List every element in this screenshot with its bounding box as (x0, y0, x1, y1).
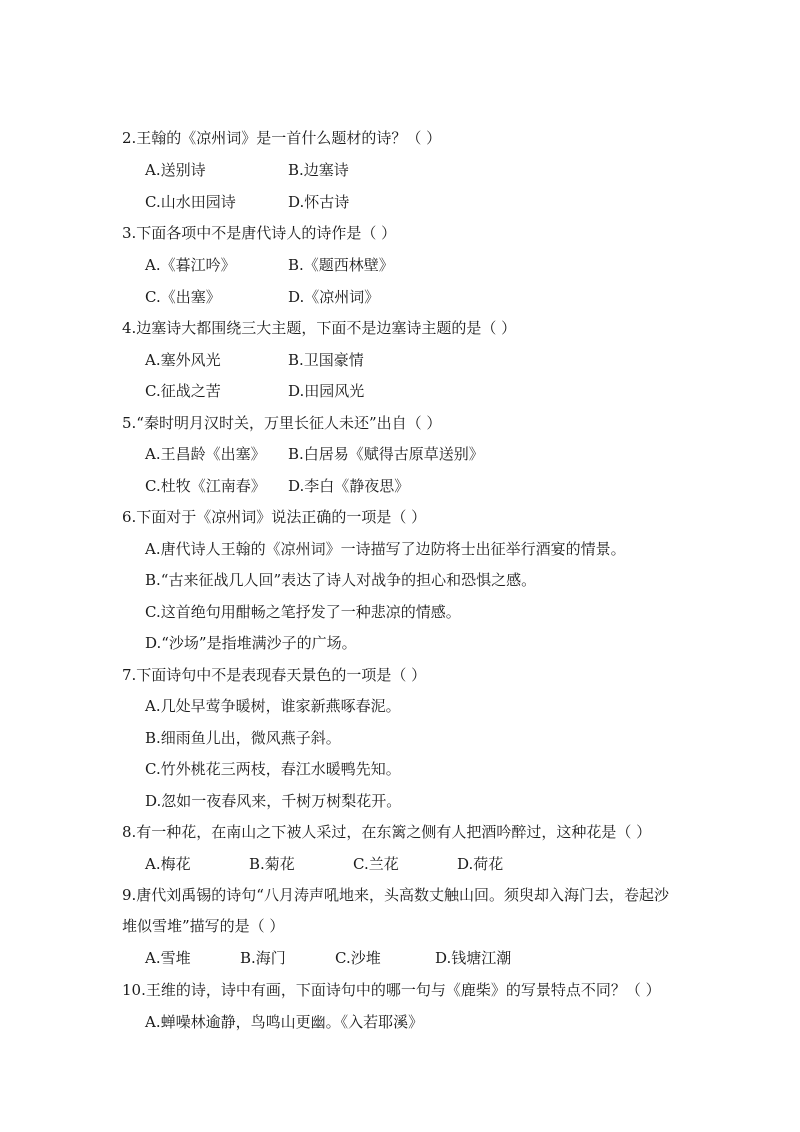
question-7-option-b: B.细雨鱼儿出，微风燕子斜。 (145, 729, 341, 747)
question-4-option-a: A.塞外风光 (145, 351, 221, 369)
question-9-stem-continued: 堆似雪堆”描写的是（ ） (122, 917, 285, 935)
question-9-option-a: A.雪堆 (145, 949, 191, 967)
question-8-option-d: D.荷花 (457, 855, 504, 873)
question-6-option-d: D.“沙场”是指堆满沙子的广场。 (145, 634, 357, 652)
question-9-option-d: D.钱塘江潮 (435, 949, 512, 967)
question-3-stem: 3.下面各项中不是唐代诗人的诗作是（ ） (122, 224, 397, 242)
question-8-option-a: A.梅花 (145, 855, 191, 873)
question-5-option-b: B.白居易《赋得古原草送别》 (288, 445, 484, 463)
question-4-option-d: D.田园风光 (288, 382, 365, 400)
question-6-stem: 6.下面对于《凉州词》说法正确的一项是（ ） (122, 508, 427, 526)
question-4-option-c: C.征战之苦 (145, 382, 221, 400)
question-9-option-b: B.海门 (240, 949, 286, 967)
question-8-option-c: C.兰花 (353, 855, 399, 873)
question-3-option-a: A.《暮江吟》 (145, 256, 236, 274)
question-2-option-a: A.送别诗 (145, 161, 206, 179)
question-5-stem: 5.“秦时明月汉时关，万里长征人未还”出自（ ） (122, 414, 442, 432)
question-5-option-a: A.王昌龄《出塞》 (145, 445, 266, 463)
question-3-option-c: C.《出塞》 (145, 288, 221, 306)
question-4-option-b: B.卫国豪情 (288, 351, 364, 369)
question-10-stem: 10.王维的诗，诗中有画，下面诗句中的哪一句与《鹿柴》的写景特点不同？（ ） (122, 981, 661, 999)
question-4-stem: 4.边塞诗大都围绕三大主题，下面不是边塞诗主题的是（ ） (122, 319, 517, 337)
question-7-option-c: C.竹外桃花三两枝，春江水暖鸭先知。 (145, 760, 401, 778)
question-6-option-b: B.“古来征战几人回”表达了诗人对战争的担心和恐惧之感。 (145, 571, 537, 589)
question-10-option-a: A.蝉噪林逾静，鸟鸣山更幽。《入若耶溪》 (145, 1013, 424, 1031)
question-2-option-b: B.边塞诗 (288, 161, 349, 179)
question-8-option-b: B.菊花 (249, 855, 295, 873)
question-3-option-b: B.《题西林壁》 (288, 256, 394, 274)
question-3-option-d: D.《凉州词》 (288, 288, 380, 306)
question-7-stem: 7.下面诗句中不是表现春天景色的一项是（ ） (122, 666, 427, 684)
question-6-option-c: C.这首绝句用酣畅之笔抒发了一种悲凉的情感。 (145, 603, 461, 621)
question-2-option-d: D.怀古诗 (288, 193, 350, 211)
question-7-option-a: A.几处早莺争暖树，谁家新燕啄春泥。 (145, 697, 401, 715)
question-9-stem: 9.唐代刘禹锡的诗句“八月涛声吼地来，头高数丈触山回。须臾却入海门去，卷起沙 (122, 886, 669, 904)
question-7-option-d: D.忽如一夜春风来，千树万树梨花开。 (145, 792, 402, 810)
question-2-stem: 2.王翰的《凉州词》是一首什么题材的诗？（ ） (122, 129, 442, 147)
question-9-option-c: C.沙堆 (335, 949, 381, 967)
question-5-option-d: D.李白《静夜思》 (288, 477, 410, 495)
question-8-stem: 8.有一种花，在南山之下被人采过，在东篱之侧有人把酒吟醉过，这种花是（ ） (122, 823, 652, 841)
question-5-option-c: C.杜牧《江南春》 (145, 477, 266, 495)
question-6-option-a: A.唐代诗人王翰的《凉州词》一诗描写了边防将士出征举行酒宴的情景。 (145, 540, 626, 558)
question-2-option-c: C.山水田园诗 (145, 193, 236, 211)
